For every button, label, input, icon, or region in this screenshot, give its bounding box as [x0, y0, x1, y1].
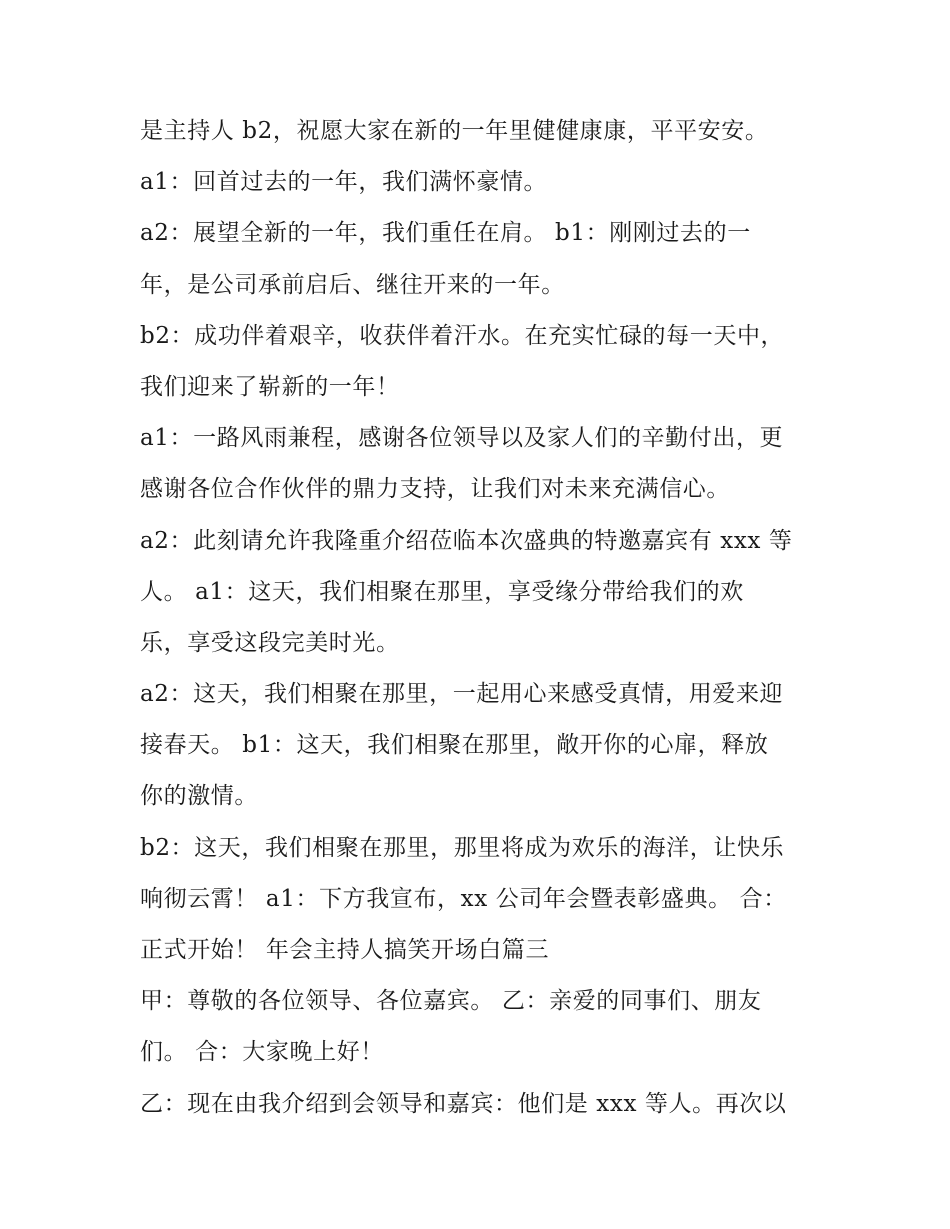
text-line: 是主持人 b2，祝愿大家在新的一年里健健康康，平平安安。 [140, 118, 769, 144]
text-line: 年，是公司承前启后、继往开来的一年。 [140, 271, 565, 298]
text-line: 响彻云霄！ a1：下方我宣布，xx 公司年会暨表彰盛典。 合： [140, 885, 787, 912]
text-line: a2：展望全新的一年，我们重任在肩。 b1：刚刚过去的一 [140, 220, 751, 247]
body-text [140, 106, 830, 1130]
text-line: 甲：尊敬的各位领导、各位嘉宾。 乙：亲爱的同事们、朋友 [140, 988, 762, 1015]
text-line: 人。 a1：这天，我们相聚在那里，享受缘分带给我们的欢 [140, 578, 744, 605]
text-line: 乙：现在由我介绍到会领导和嘉宾：他们是 xxx 等人。再次以 [140, 1090, 787, 1117]
text-line: 接春天。 b1：这天，我们相聚在那里，敞开你的心扉，释放 [140, 732, 769, 759]
text-line: b2：成功伴着艰辛，收获伴着汗水。在充实忙碌的每一天中， [140, 322, 785, 349]
text-line: 你的激情。 [140, 783, 258, 810]
text-line: 我们迎来了崭新的一年！ [140, 373, 400, 400]
text-line: a2：这天，我们相聚在那里，一起用心来感受真情，用爱来迎 [140, 681, 784, 708]
text-line: 感谢各位合作伙伴的鼎力支持，让我们对未来充满信心。 [140, 476, 730, 503]
text-line: 正式开始！ 年会主持人搞笑开场白篇三 [140, 937, 550, 963]
text-line: a2：此刻请允许我隆重介绍莅临本次盛典的特邀嘉宾有 xxx 等 [140, 527, 793, 554]
text-line: b2：这天，我们相聚在那里，那里将成为欢乐的海洋，让快乐 [140, 834, 785, 861]
text-line: a1：一路风雨兼程，感谢各位领导以及家人们的辛勤付出，更 [140, 425, 784, 452]
text-line: 乐，享受这段完美时光。 [140, 629, 400, 656]
text-line: 们。 合：大家晚上好！ [140, 1039, 384, 1066]
text-line: a1：回首过去的一年，我们满怀豪情。 [140, 169, 548, 196]
